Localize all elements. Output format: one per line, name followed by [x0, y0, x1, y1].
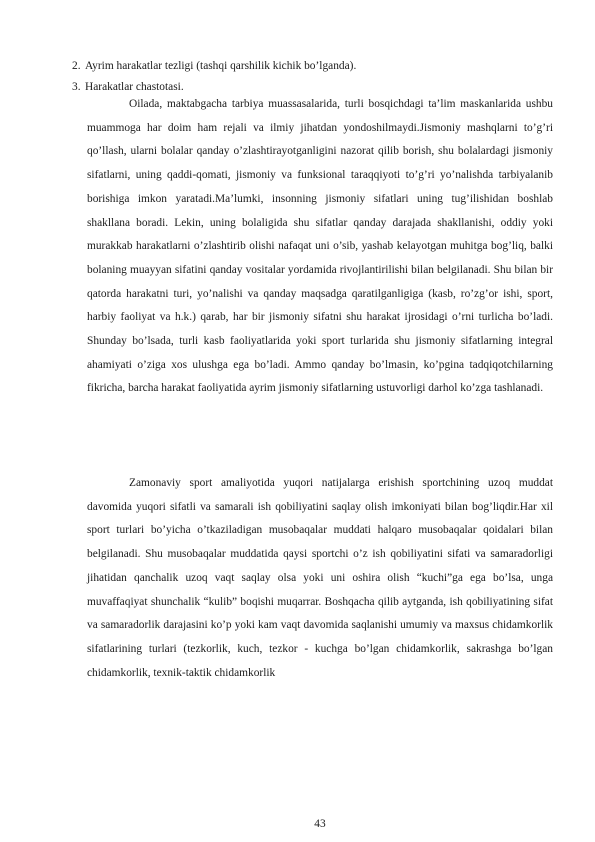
- page-number: 43: [314, 818, 326, 830]
- paragraph: Oilada, maktabgacha tarbiya muassasalarida, turli bosqichdagi ta’lim maskanlarida ushbu muammoga har doim ham rejali va ilmiy jihatdan yondoshilmaydi.Jismoniy mashqlarni to’g’ri qo’llash, ularni bolalar qanday o’zlashtirayotganligini nazorat qilib borish, shu bolalardagi jismoniy sifatlarni, uning qaddi-qomati, jismoniy va funksional taraqqiyoti to’g’ri yo’nalishda tarbiyalanib borishiga imkon yaratadi.Ma’lumki, insonning jismoniy sifatlari uning tug’ilishidan boshlab shakllana boradi. Lekin, uning bolaligida shu sifatlar qanday darajada shakllanishi, oddiy yoki murakkab harakatlarni o’zlashtirib olishi nafaqat uni o’sib, yashab kelayotgan muhitga bog’liq, balki bolaning muayyan sifatini qanday vositalar yordamida rivojlantirilishi bilan belgilanadi. Shu bilan bir qatorda harakatni turi, yo’nalishi va qanday maqsadga qaratilganligiga (kasb, ro’zg’or ishi, sport, harbiy faoliyat va h.k.) qarab, har bir jismoniy sifatni shu harakat ijrosidagi o’rni turlicha bo’ladi. Shunday bo’lsada, turli kasb faoliyatlarida yoki sport turlarida shu jismoniy sifatlarning integral ahamiyati o’ziga xos ulushga ega bo’ladi. Ammo qanday bo’lmasin, ko’pgina tadqiqotchilarning fikricha, barcha harakat faoliyatida ayrim jismoniy sifatlarning ustuvorligi darhol ko’zga tashlanadi.: [87, 98, 553, 395]
- list-text: Harakatlar chastotasi.: [85, 81, 184, 93]
- list-text: Ayrim harakatlar tezligi (tashqi qarshilik kichik bo’lganda).: [85, 60, 357, 72]
- paragraph: Zamonaviy sport amaliyotida yuqori natijalarga erishish sportchining uzoq muddat davomida yuqori sifatli va samarali ish qobiliyatini saqlay olish imkoniyati bilan bog’liqdir.Har xil sport turlari bo’yicha o’tkaziladigan musobaqalar muddati halqaro musobaqalar qoidalari bilan belgilanadi. Shu musobaqalar muddatida qaysi sportchi o’z ish qobiliyatini sifati va samaradorligi jihatidan qanchalik uzoq vaqt saqlay olsa yoki uni oshira olish “kuchi”ga ega bo’lsa, unga muvaffaqiyat shunchalik “kulib” boqishi muqarrar. Boshqacha qilib aytganda, ish qobiliyatining sifat va samaradorlik darajasini ko’p yoki kam vaqt davomida saqlanishi umumiy va maxsus chidamkorlik sifatlarining turlari (tezkorlik, kuch, tezkor - kuchga bo’lgan chidamkorlik, sakrashga bo’lgan chidamkorlik, texnik-taktik chidamkorlik: [87, 477, 553, 679]
- list-number: 3.: [72, 81, 81, 93]
- list-number: 2.: [72, 60, 81, 72]
- list-item: [72, 58, 356, 75]
